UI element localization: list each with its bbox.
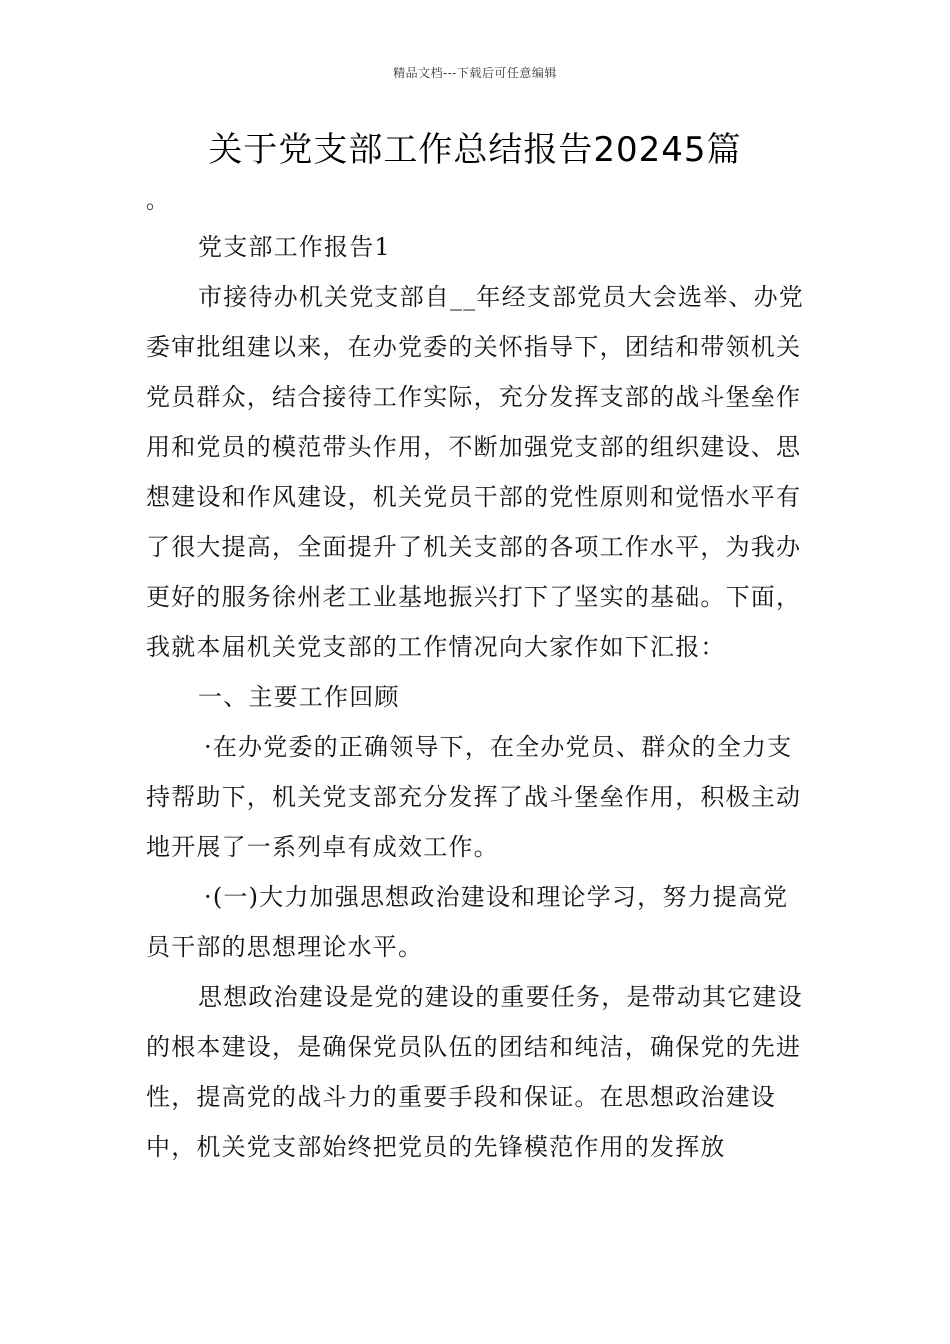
bullet-paragraph-ideology: ·(一)大力加强思想政治建设和理论学习，努力提高党员干部的思想理论水平。 xyxy=(146,883,789,961)
stray-punctuation: 。 xyxy=(146,189,169,214)
page-title: 关于党支部工作总结报告20245篇 xyxy=(208,130,742,170)
section-heading-main-review: 一、主要工作回顾 xyxy=(198,683,400,711)
header-note: 精品文档---下载后可任意编辑 xyxy=(393,66,557,80)
section-heading-report-1: 党支部工作报告1 xyxy=(198,233,391,261)
bullet-paragraph-overview: ·在办党委的正确领导下，在全办党员、群众的全力支持帮助下，机关党支部充分发挥了战斗堡垒作用，积极主动地开展了一系列卓有成效工作。 xyxy=(146,733,802,861)
paragraph-intro: 市接待办机关党支部自__年经支部党员大会选举、办党委审批组建以来，在办党委的关怀指导下，团结和带领机关党员群众，结合接待工作实际，充分发挥支部的战斗堡垒作用和党员的模范带头作用，不断加强党支部的组织建设、思想建设和作风建设，机关党员干部的党性原则和觉悟水平有了很大提高，全面提升了机关支部的各项工作水平，为我办更好的服务徐州老工业基地振兴打下了坚实的基础。下面，我就本届机关党支部的工作情况向大家作如下汇报： xyxy=(146,283,804,661)
document-body xyxy=(146,222,806,1172)
paragraph-ideology-detail: 思想政治建设是党的建设的重要任务，是带动其它建设的根本建设，是确保党员队伍的团结和纯洁，确保党的先进性，提高党的战斗力的重要手段和保证。在思想政治建设中，机关党支部始终把党员的先锋模范作用的发挥放 xyxy=(146,983,803,1161)
